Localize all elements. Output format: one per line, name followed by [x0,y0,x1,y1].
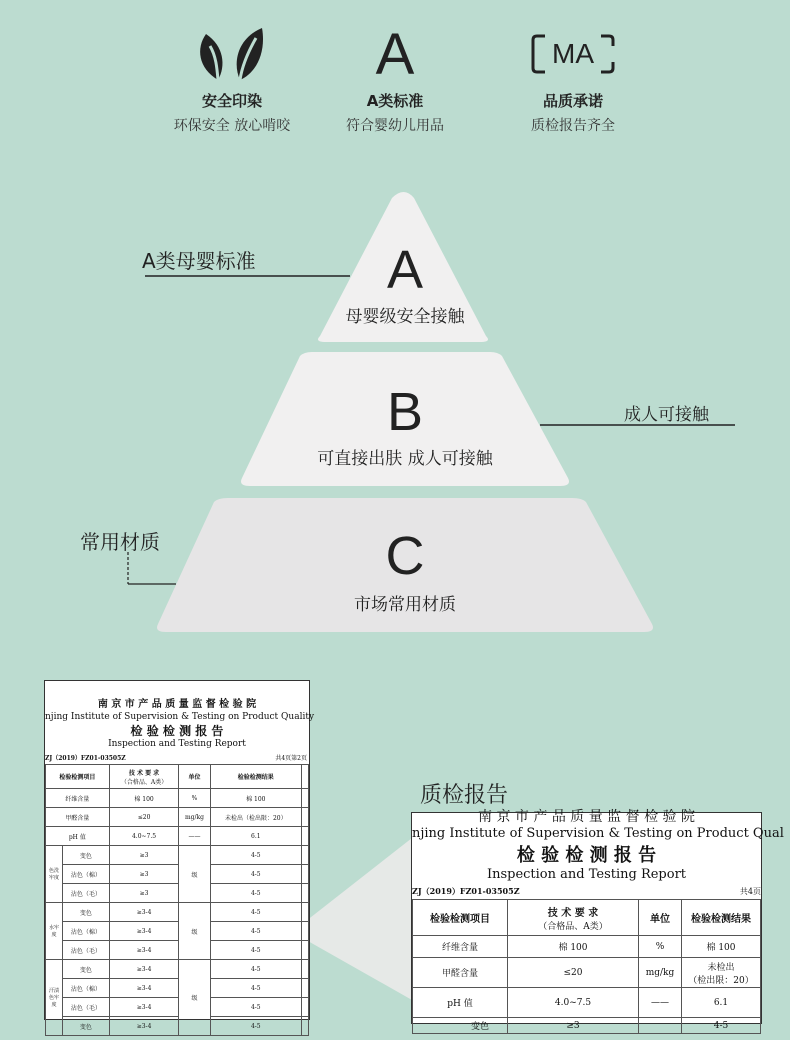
report-org-cn: 南 京 市 产 品 质 量 监 督 检 验 院 [97,699,257,710]
table-row: 纤维含量 棉 100 % 棉 100 [46,789,309,808]
zoom-page: 共4页 [739,887,761,896]
table-row: pH 值 4.0~7.5 —— 6.1 [413,988,761,1018]
tier-c-side-label: 常用材质 [80,530,160,554]
report-table [45,764,309,1036]
report-header: 单位 [179,765,210,789]
table-row: 纤维含量 棉 100 % 棉 100 [413,936,761,958]
report-header: 检验检测项目 [46,765,110,789]
zoom-header: 检验检测结果 [682,900,761,936]
tier-c-letter: C [385,526,425,586]
report-label: 质检报告 [420,783,509,808]
zoom-header: 单位 [639,900,682,936]
zoom-title-en: Inspection and Testing Report [486,867,687,882]
zoom-code: ZJ（2019）FZ01-03505Z [412,886,520,896]
zoom-header: 技 术 要 求 （合格品、A类） [508,900,639,936]
tier-b-side-label: 成人可接触 [624,405,709,425]
table-row: 沾色（棉） ≥3-4 4-5 [46,979,309,998]
feature-title: 安全印染 [201,92,262,110]
table-row: 沾色（毛） ≥3-4 4-5 [46,941,309,960]
tier-b-subtitle: 可直接出肤 成人可接触 [317,449,493,469]
report-code: ZJ（2019）FZ01-03505Z [45,755,126,762]
letter-a-icon: A [375,21,415,87]
tier-a-subtitle: 母婴级安全接触 [345,307,465,327]
tier-a-side-label: A类母婴标准 [142,249,256,273]
table-row: 变色 ≥3-4 4-5 [46,1017,309,1036]
tier-b-letter: B [386,382,424,442]
table-row: 变色 ≥3 4-5 [413,1018,761,1034]
report-title-en: Inspection and Testing Report [108,739,246,749]
zoom-table [412,899,761,1034]
table-row: 沾色（棉） ≥3-4 4-5 [46,922,309,941]
feature-subtitle: 质检报告齐全 [531,118,615,134]
table-row: 沾色（棉） ≥3 4-5 [46,865,309,884]
ma-badge-icon: MA [498,22,648,86]
zoom-title-cn: 检 验 检 测 报 告 [516,845,657,866]
table-row: 水牢度 变色 ≥3-4 级 4-5 [46,903,309,922]
report-title-cn: 检 验 检 测 报 告 [130,724,224,738]
table-row: 汗渍色牢度 变色 ≥3-4 级 4-5 [46,960,309,979]
table-row: 色洗牢度 变色 ≥3 级 4-5 [46,846,309,865]
zoom-header: 检验检测项目 [413,900,508,936]
feature-title: 品质承诺 [542,92,603,110]
report-document [44,680,315,1031]
table-row: 沾色（毛） ≥3 4-5 [46,884,309,903]
table-row: 甲醛含量 ≤20 mg/kg 未检出（检出限：20） [46,808,309,827]
tier-a-letter: A [386,240,424,300]
table-row: 甲醛含量 ≤20 mg/kg 未检出 （检出限：20） [413,958,761,988]
table-row: pH 值 4.0~7.5 —— 6.1 [46,827,309,846]
report-org-en: njing Institute of Supervision & Testing on Product Quality [45,712,315,722]
report-header: 检验检测结果 [210,765,301,789]
report-header: 技 术 要 求 （合格品、A类） [109,765,179,789]
zoom-org-cn: 南 京 市 产 品 质 量 监 督 检 验 院 [478,809,695,825]
zoom-org-en: njing Institute of Supervision & Testing on Product Qual [412,826,784,841]
report-page: 共4页第2页 [275,755,307,762]
feature-title: A类标准 [366,92,424,110]
table-row: 沾色（毛） ≥3-4 4-5 [46,998,309,1017]
tier-c-subtitle: 市场常用材质 [354,595,456,615]
report-zoom [411,809,784,1032]
feature-subtitle: 环保安全 放心啃咬 [173,118,291,134]
feature-subtitle: 符合婴幼儿用品 [346,118,444,134]
zoom-connector [292,838,412,1000]
